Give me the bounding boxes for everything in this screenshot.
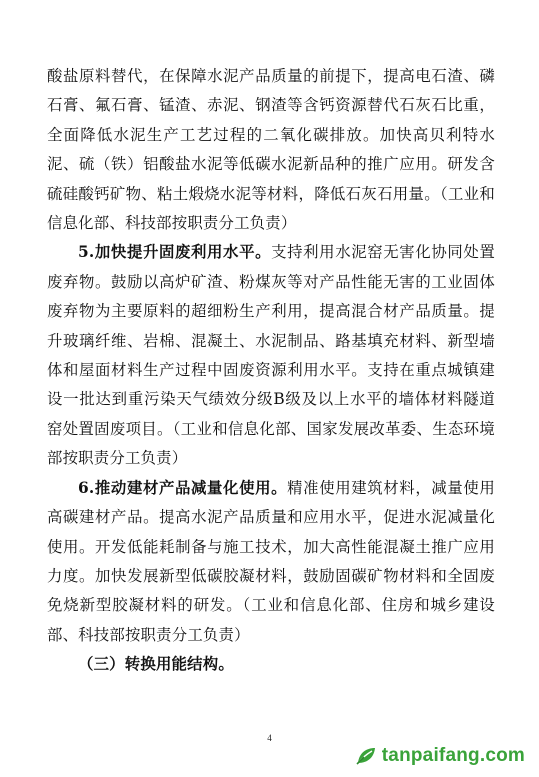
watermark[interactable] [354,742,525,770]
paragraph-intro: 酸盐原料替代，在保障水泥产品质量的前提下，提高电石渣、磷石膏、氟石膏、锰渣、赤泥、钢渣等含钙资源替代石灰石比重，全面降低水泥生产工艺过程的二氧化碳排放。加快高贝利特水泥、硫（铁）铝酸盐水泥等低碳水泥新品种的推广应用。研发含硫硅酸钙矿物、粘土煅烧水泥等材料，降低石灰石用量。（工业和信息化部、科技部按职责分工负责） [47,67,495,233]
document-body [47,62,495,680]
page-number: 4 [267,733,272,743]
leaf-logo-icon [354,744,378,768]
section-3-heading: （三）转换用能结构。 [78,655,234,674]
paragraph-item-6 [47,474,495,650]
watermark-text: tanpaifang.com [381,745,525,766]
item-6-heading: 6.推动建材产品减量化使用。 [78,478,288,497]
paragraph-item-5 [47,238,495,473]
item-5-heading: 5.加快提升固废利用水平。 [78,243,272,262]
item-6-body: 精准使用建筑材料，减量使用高碳建材产品。提高水泥产品质量和应用水平，促进水泥减量化使用。开发低能耗制备与施工技术，加大高性能混凝土推广应用力度。加快发展新型低碳胶凝材料，鼓励固碳矿物材料和全固废免烧新型胶凝材料的研发。（工业和信息化部、住房和城乡建设部、科技部按职责分工负责） [47,478,495,644]
item-5-body: 支持利用水泥窑无害化协同处置废弃物。鼓励以高炉矿渣、粉煤灰等对产品性能无害的工业固体废弃物为主要原料的超细粉生产利用，提高混合材产品质量。提升玻璃纤维、岩棉、混凝土、水泥制品、路基填充材料、新型墙体和屋面材料生产过程中固废资源利用水平。支持在重点城镇建设一批达到重污染天气绩效分级B级及以上水平的墙体材料隧道窑处置固废项目。（工业和信息化部、国家发展改革委、生态环境部按职责分工负责） [47,243,495,468]
